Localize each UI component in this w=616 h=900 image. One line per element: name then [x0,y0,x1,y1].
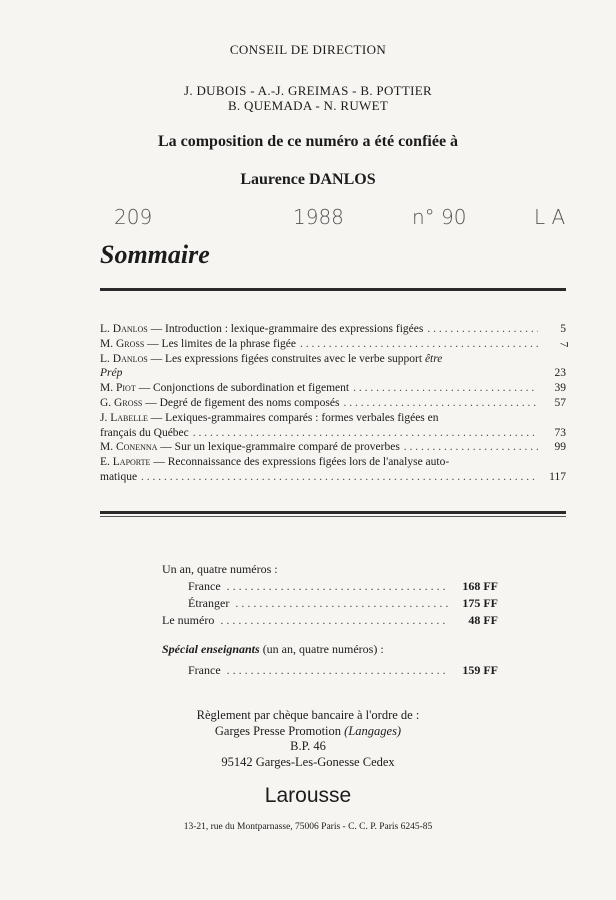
bottom-divider-thin [100,516,566,517]
toc-entry-continuation: Prép 23 [100,367,566,380]
subscription-pricing [162,562,498,680]
top-divider [100,288,566,291]
toc-entry: J. Labelle — Lexiques-grammaires comparés : formes verbales figées en [100,411,439,424]
issue-author: Laurence DANLOS [240,171,376,188]
toc-page-number: 99 [554,441,566,454]
toc-entry-continuation: français du Québec . . . 73 [100,426,566,441]
bottom-divider [100,511,566,514]
toc-entry: L. Danlos — Les expressions figées construites avec le verbe support être [100,352,443,365]
toc-page-number: 23 [554,367,566,380]
toc-page-number: 73 [554,426,566,439]
handwritten-note-initials: L A [534,205,566,229]
toc-entry: M. Conenna — Sur un lexique-grammaire comparé de proverbes . . . 99 [100,440,566,455]
toc-page-number: 39 [554,382,566,395]
table-of-contents [100,322,570,485]
payment-line: Règlement par chèque bancaire à l'ordre de : [196,708,420,722]
publisher-address: 13-21, rue du Montparnasse, 75006 Paris - C. C. P. Paris 6245-85 [183,822,433,832]
handwritten-note-issue: n° 90 [412,205,467,229]
board-members-line-1: J. DUBOIS - A.-J. GREIMAS - B. POTTIER [184,83,432,98]
payment-line: 95142 Garges-Les-Gonesse Cedex [221,754,395,769]
price-row: France . . . 159 FF [162,663,498,680]
toc-page-number: 7 [557,341,570,348]
composition-statement: La composition de ce numéro a été confiée à [157,133,459,150]
payment-line: B.P. 46 [290,739,326,753]
toc-entry-continuation: matique . . . 117 [100,470,566,485]
price-row: France . . . 168 FF [162,579,498,596]
price-row: Le numéro . . . 48 FF [162,613,498,630]
special-pricing-heading: Spécial enseignants (un an, quatre numéros) : [162,642,384,656]
toc-entry: L. Danlos — Introduction : lexique-grammaire des expressions figées . . . 5 [100,322,566,337]
toc-page-number: 117 [549,470,566,483]
sommaire-heading: Sommaire [100,240,210,269]
board-title: CONSEIL DE DIRECTION [229,42,387,57]
toc-entry: G. Gross — Degré de figement des noms composés . . . 57 [100,396,566,411]
price-row: Étranger . . . 175 FF [162,596,498,613]
toc-entry: M. Gross — Les limites de la phrase figée . . . 7 [100,337,566,352]
pricing-heading: Un an, quatre numéros : [162,562,278,576]
handwritten-note-year: 1988 [293,205,344,229]
payment-line: Garges Presse Promotion (Langages) [214,723,402,738]
publisher-name: Larousse [264,784,352,807]
payment-instructions [0,708,616,770]
board-members-line-2: B. QUEMADA - N. RUWET [227,98,389,113]
toc-page-number: 5 [560,323,566,335]
toc-entry: E. Laporte — Reconnaissance des expressions figées lors de l'analyse auto- [100,456,450,469]
toc-entry: M. Piot — Conjonctions de subordination et figement . . . 39 [100,381,566,396]
toc-page-number: 57 [554,396,566,409]
handwritten-note-209: 209 [114,205,153,229]
